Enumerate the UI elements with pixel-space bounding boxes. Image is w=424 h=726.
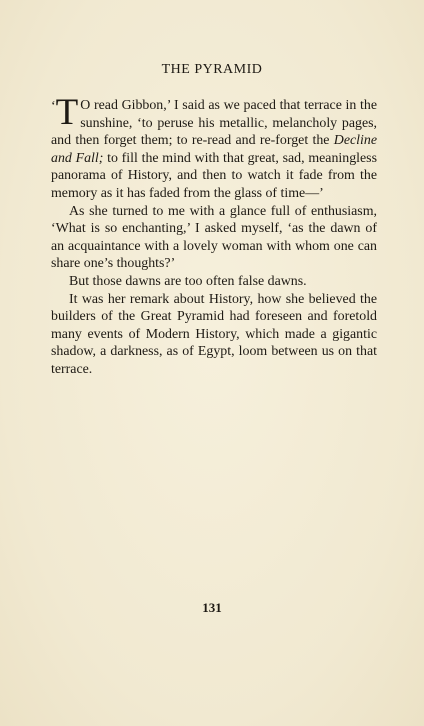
opening-quote: ‘ [51,99,56,114]
body-text [51,92,377,379]
drop-cap [51,92,79,133]
running-head: THE PYRAMID [161,62,263,77]
paragraph-3: But those dawns are too often false dawns. [69,273,307,289]
paragraph-1-text: O read Gibbon,’ I said as we paced that terrace in the sunshine, ‘to peruse his metallic, melancholy pages, and then forget them; to re-read and re-forget the [51,98,377,149]
paragraph-1-continued: to fill the mind with that great, sad, meaningless panorama of History, and then to watch it fade from the memory as it has faded from the glass of time—’ [51,150,377,201]
book-title-italic: Decline and Fall; [51,133,377,166]
paragraph-4: It was her remark about History, how she believed the builders of the Great Pyramid had foreseen and foretold many events of Modern History, which made a gigantic shadow, a darkness, as of Egypt, loom between us on that terrace. [51,291,377,377]
paragraph-1 [51,92,377,203]
page-number: 131 [202,600,222,615]
drop-cap-letter: T [55,92,79,133]
paragraph-2: As she turned to me with a glance full of enthusiasm, ‘What is so enchanting,’ I asked myself, ‘as the dawn of an acquaintance with a lovely woman with whom one can share one’s thoughts?’ [51,203,377,272]
